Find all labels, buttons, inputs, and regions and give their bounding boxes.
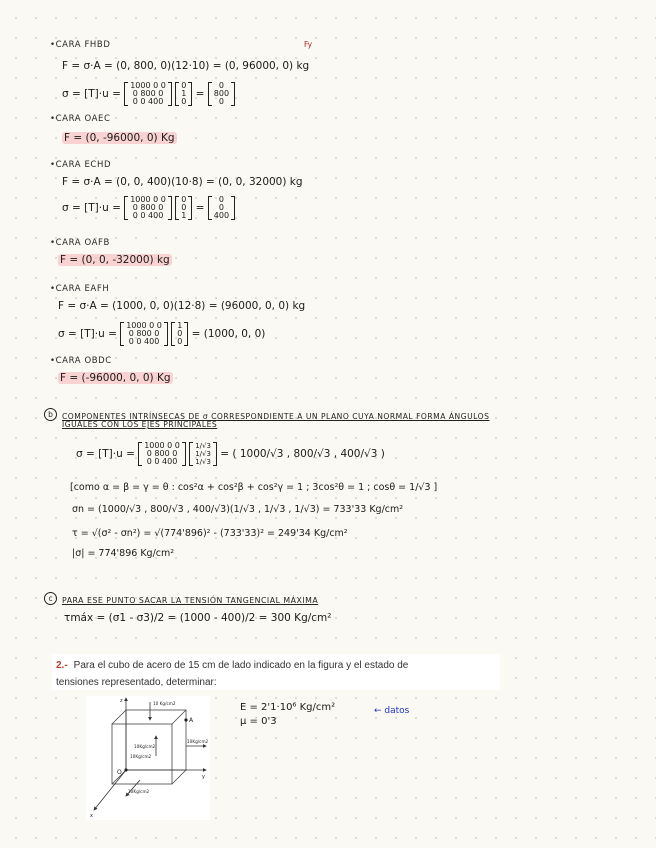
problem-2-line1 (52, 654, 500, 674)
section-c-title: PARA ESE PUNTO SACAR LA TENSIÓN TANGENCIAL MÁXIMA (62, 596, 319, 605)
matrix-row: 0 800 0 (128, 329, 160, 338)
matrix-row: 0 0 400 (146, 457, 178, 466)
result-vector (208, 82, 235, 106)
vector-cell: 0 (181, 81, 187, 90)
face-echd-title: •CARA ECHD (50, 160, 112, 170)
result-vector (208, 196, 235, 220)
vector-cell: 0 (181, 203, 187, 212)
vector-cell: 0 (181, 195, 187, 204)
stress-matrix (138, 442, 186, 466)
fig-label-top: 10 Kg/cm2 (153, 701, 176, 706)
cube-figure (86, 696, 210, 820)
section-b-note: [como α = β = γ = θ : cos²α + cos²β + cos²γ = 1 ; 3cos²θ = 1 ; cosθ = 1/√3 ] (70, 482, 438, 493)
face-oaec-force (62, 132, 177, 144)
problem-2-line2: tensiones representado, determinar: (56, 677, 217, 688)
matrix-row: 0 0 400 (128, 337, 160, 346)
vector-cell: 800 (213, 89, 230, 98)
stress-matrix (120, 322, 168, 346)
matrix-row: 0 0 400 (132, 211, 164, 220)
fig-axis-z: z (120, 698, 123, 704)
vector-cell: 1 (181, 89, 187, 98)
sigma-label: σ = [T]·u = (62, 202, 121, 214)
highlighted-force: F = (0, -96000, 0) Kg (64, 132, 175, 144)
fig-label-a: A (189, 717, 194, 724)
section-b-title: COMPONENTES INTRÍNSECAS DE σ CORRESPONDIENTE A UN PLANO CUYA NORMAL FORMA ÁNGULOS (62, 412, 490, 421)
normal-vector (175, 196, 192, 220)
face-fhbd-sigma: σ = [T]·u = 1000 0 0 0 800 0 0 0 400 0 1 0 = 0 800 0 (62, 82, 235, 106)
vector-cell: 0 (218, 81, 224, 90)
vector-cell: 1/√3 (195, 450, 211, 458)
stress-matrix (124, 196, 172, 220)
matrix-row: 1000 0 0 (144, 441, 180, 450)
matrix-row: 0 0 400 (132, 97, 164, 106)
section-b-sigma-n: σn = (1000/√3 , 800/√3 , 400/√3)(1/√3 , 1/√3 , 1/√3) = 733'33 Kg/cm² (72, 504, 404, 515)
matrix-row: 0 800 0 (146, 449, 178, 458)
face-obdc-title: •CARA OBDC (50, 356, 112, 366)
problem-2-text-block (52, 654, 500, 690)
vector-cell: 0 (218, 203, 224, 212)
face-eafh-title: •CARA EAFH (50, 284, 110, 294)
face-echd-sigma: σ = [T]·u = 1000 0 0 0 800 0 0 0 400 0 0 1 = 0 0 400 (62, 196, 235, 220)
face-oaec-title: •CARA OAEC (50, 114, 111, 124)
cube-diagram (86, 696, 210, 820)
normal-vector (171, 322, 188, 346)
face-eafh-sigma (58, 322, 265, 346)
highlighted-force: F = (-96000, 0, 0) Kg (60, 372, 171, 384)
section-c-heading (44, 588, 318, 607)
sigma-label: σ = [T]·u = (58, 328, 117, 340)
face-obdc-force (58, 372, 173, 384)
normal-vector (189, 442, 217, 466)
vector-cell: 0 (177, 329, 183, 338)
face-eafh-force: F = σ·A = (1000, 0, 0)(12·8) = (96000, 0, 0) kg (58, 300, 306, 312)
vector-cell: 0 (177, 337, 183, 346)
stress-matrix (124, 82, 172, 106)
section-b-tau: τ = √(σ² - σn²) = √(774'896)² - (733'33)² = 249'34 Kg/cm² (72, 528, 348, 539)
vector-cell: 1 (177, 321, 183, 330)
matrix-row: 1000 0 0 (130, 195, 166, 204)
matrix-row: 0 800 0 (132, 89, 164, 98)
vector-cell: 1/√3 (195, 442, 211, 450)
fig-axis-y: y (202, 774, 205, 780)
fig-label-right: 10Kg/cm2 (187, 739, 209, 744)
section-b-title-line2: IGUALES CON LOS EJES PRINCIPALES (62, 420, 218, 429)
result-inline: = (1000, 0, 0) (191, 328, 266, 340)
fig-label-mid2: 10Kg/cm2 (130, 754, 152, 759)
fig-axis-x: x (90, 813, 93, 819)
face-echd-force: F = σ·A = (0, 0, 400)(10·8) = (0, 0, 32000) kg (62, 176, 303, 188)
result-inline: = ( 1000/√3 , 800/√3 , 400/√3 ) (220, 448, 385, 460)
face-oafb-force (58, 254, 172, 266)
matrix-row: 1000 0 0 (130, 81, 166, 90)
matrix-row: 0 800 0 (132, 203, 164, 212)
face-oafb-title: •CARA OAFB (50, 238, 110, 248)
vector-cell: 400 (213, 211, 230, 220)
section-b-sigma (76, 442, 385, 466)
fy-marker: Fy (304, 40, 313, 49)
poisson-ratio: μ = 0'3 (240, 716, 277, 727)
normal-vector (175, 82, 192, 106)
matrix-row: 1000 0 0 (126, 321, 162, 330)
face-fhbd-force: F = σ·A = (0, 800, 0)(12·10) = (0, 96000, 0) kg (62, 60, 310, 72)
section-b-sigma-abs: |σ| = 774'896 Kg/cm² (72, 548, 175, 559)
face-fhbd-title: •CARA FHBD (50, 40, 111, 50)
vector-cell: 0 (218, 97, 224, 106)
section-c-letter: c (44, 592, 57, 605)
sigma-label: σ = [T]·u = (62, 88, 121, 100)
elastic-modulus: E = 2'1·10⁶ Kg/cm² (240, 702, 336, 713)
vector-cell: 0 (181, 97, 187, 106)
vector-cell: 1 (181, 211, 187, 220)
section-c-tau-max: τmáx = (σ1 - σ3)/2 = (1000 - 400)/2 = 300 Kg/cm² (64, 612, 332, 624)
section-b-letter: b (44, 408, 57, 421)
fig-label-bottom: 10Kg/cm2 (128, 789, 150, 794)
fig-label-o: O (117, 769, 122, 776)
problem-number: 2.- (56, 660, 68, 671)
highlighted-force: F = (0, 0, -32000) kg (60, 254, 170, 266)
vector-cell: 1/√3 (195, 458, 211, 466)
sigma-label: σ = [T]·u = (76, 448, 135, 460)
fig-label-mid1: 10Kg/cm2 (134, 744, 156, 749)
vector-cell: 0 (218, 195, 224, 204)
problem-text: Para el cubo de acero de 15 cm de lado indicado en la figura y el estado de (73, 660, 409, 671)
datos-annotation: ← datos (374, 706, 410, 716)
